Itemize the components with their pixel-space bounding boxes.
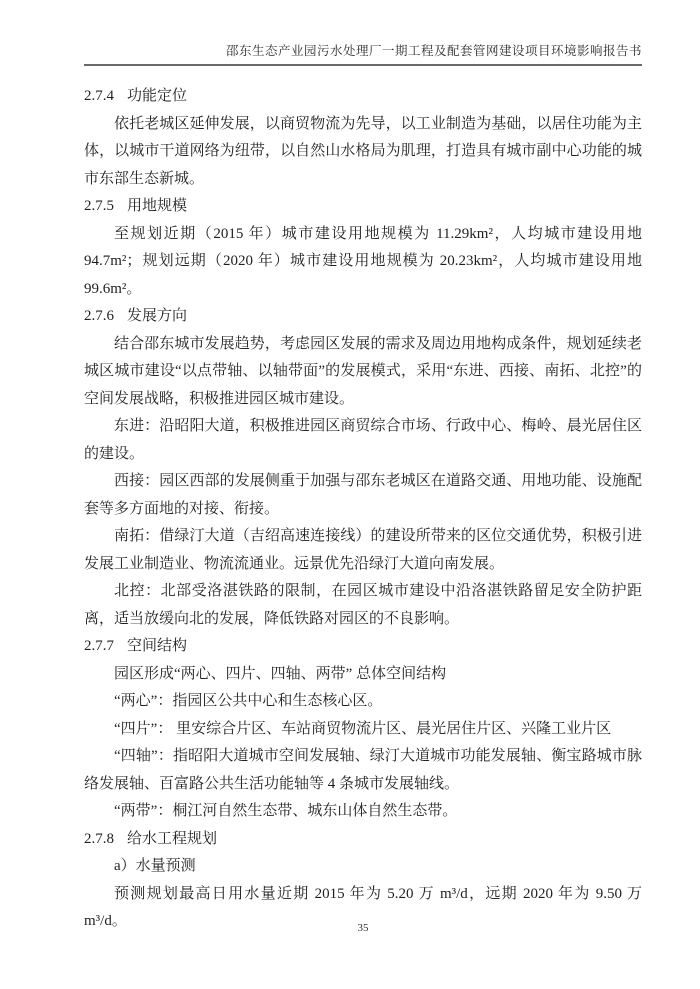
page-header — [84, 44, 642, 66]
section-heading — [84, 83, 642, 111]
section-number: 2.7.7 — [84, 638, 114, 654]
section-title: 给水工程规划 — [127, 830, 218, 847]
report-header-title: 邵东生态产业园污水处理厂一期工程及配套管网建设项目环境影响报告书 — [225, 44, 642, 58]
section-title: 空间结构 — [127, 638, 188, 654]
paragraph: 至规划近期（2015 年）城市建设用地规模为 11.29km²，人均城市建设用地 94.7m²；规划远期（2020 年）城市建设用地规模为 20.23km²，人均城市建设用地 99.6m²。 — [84, 225, 642, 297]
section-heading — [84, 193, 642, 221]
paragraph: 结合邵东城市发展趋势，考虑园区发展的需求及周边用地构成条件，规划延续老城区城市建设“以点带轴、以轴带面”的发展模式，采用“东进、西接、南拓、北控”的空间发展战略，积极推进园区城市建设。 — [84, 335, 642, 407]
section-number: 2.7.5 — [84, 198, 114, 214]
paragraph: “四轴”：指昭阳大道城市空间发展轴、绿汀大道城市功能发展轴、衡宝路城市脉络发展轴、百富路公共生活功能轴等 4 条城市发展轴线。 — [84, 748, 642, 792]
paragraph: 南拓：借绿汀大道（吉绍高速连接线）的建设所带来的区位交通优势，积极引进发展工业制造业、物流流通业。远景优先沿绿汀大道向南发展。 — [84, 528, 642, 572]
paragraph: 北控：北部受洛湛铁路的限制，在园区城市建设中沿洛湛铁路留足安全防护距离，适当放缓向北的发展，降低铁路对园区的不良影响。 — [84, 583, 642, 627]
section-heading — [84, 303, 642, 331]
section-heading — [84, 633, 642, 661]
section-heading — [84, 826, 642, 854]
page-footer — [84, 918, 642, 936]
paragraph: 东进：沿昭阳大道，积极推进园区商贸综合市场、行政中心、梅岭、晨光居住区的建设。 — [84, 418, 642, 462]
list-item-a: a）水量预测 — [114, 858, 196, 874]
section-number: 2.7.8 — [84, 830, 114, 847]
section-title: 用地规模 — [127, 198, 188, 214]
paragraph: 预测规划最高日用水量近期 2015 年为 5.20 万 m³/d，远期 2020 年为 9.50 万 m³/d。 — [84, 885, 642, 929]
section-2-7-4 — [84, 83, 642, 193]
section-2-7-7 — [84, 633, 642, 826]
section-title: 发展方向 — [127, 308, 188, 324]
paragraph: 依托老城区延伸发展，以商贸物流为先导，以工业制造为基础，以居住功能为主体，以城市干道网络为纽带，以自然山水格局为肌理，打造具有城市副中心功能的城市东部生态新城。 — [84, 115, 642, 187]
section-number: 2.7.4 — [84, 88, 114, 104]
section-number: 2.7.6 — [84, 308, 114, 324]
section-2-7-5 — [84, 193, 642, 303]
section-2-7-6 — [84, 303, 642, 633]
document-body — [84, 83, 642, 936]
page-number: 35 — [357, 922, 369, 934]
paragraph: “四片”： 里安综合片区、车站商贸物流片区、晨光居住片区、兴隆工业片区 — [114, 720, 612, 737]
paragraph: 西接：园区西部的发展侧重于加强与邵东老城区在道路交通、用地功能、设施配套等多方面地的对接、衔接。 — [84, 473, 642, 517]
paragraph: 园区形成“两心、四片、四轴、两带” 总体空间结构 — [114, 665, 447, 682]
section-title: 功能定位 — [127, 88, 188, 104]
paragraph: “两带”：桐江河自然生态带、城东山体自然生态带。 — [114, 803, 458, 819]
paragraph: “两心”：指园区公共中心和生态核心区。 — [114, 693, 383, 709]
